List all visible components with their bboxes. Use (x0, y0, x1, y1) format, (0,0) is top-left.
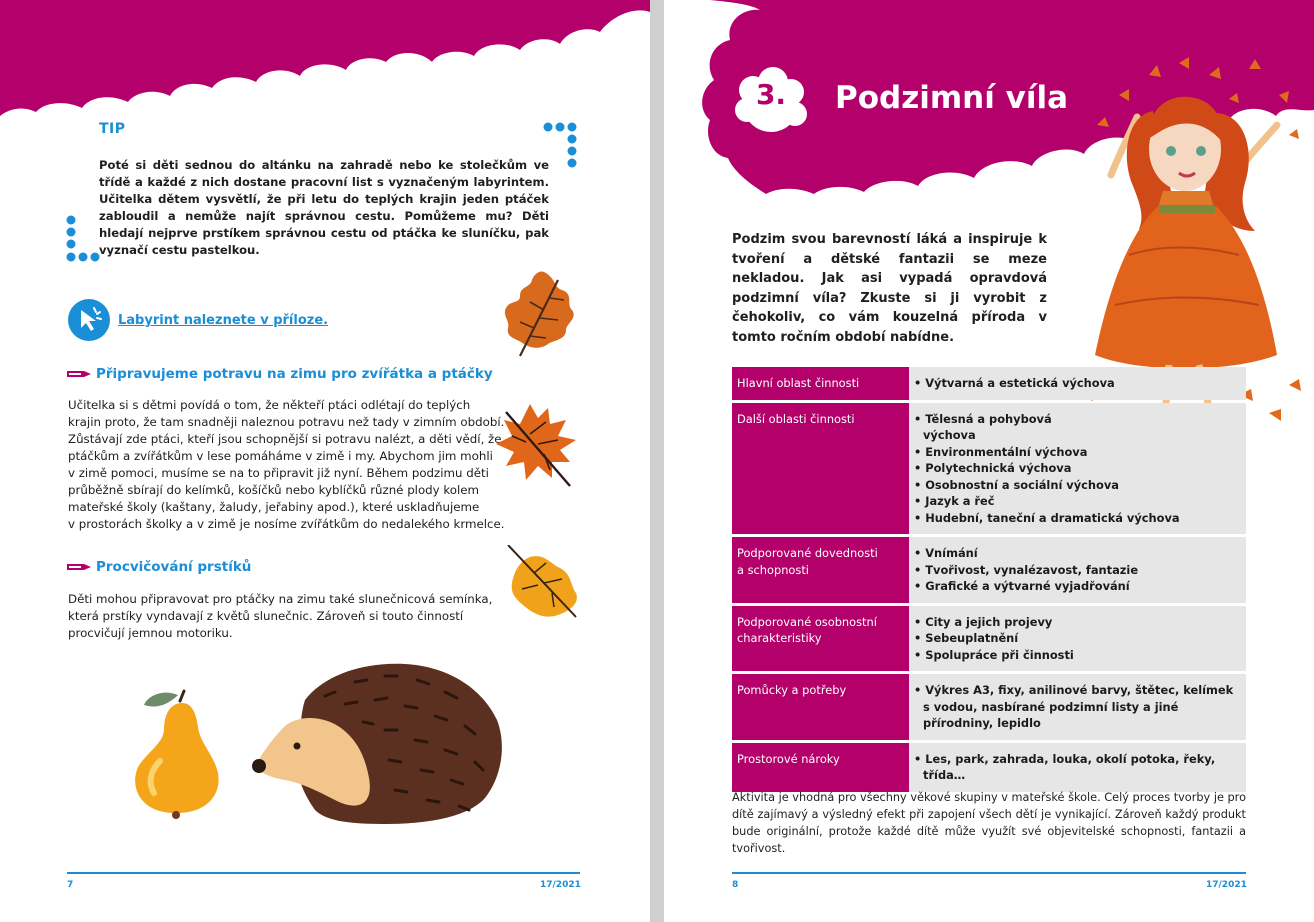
table-row (732, 674, 1246, 740)
hedgehog-illustration (245, 660, 510, 830)
row-values (909, 537, 1246, 603)
download-icon[interactable] (67, 298, 111, 342)
section-heading-food (67, 366, 493, 382)
text-line: v zimě pomoci, musíme se na to připravit již nyní. Během podzimu děti (68, 466, 489, 480)
text-line: procvičují jemnou motoriku. (68, 626, 233, 640)
text-line: krajin proto, že tam snadněji naleznou potravu než tady v zimním období. (68, 415, 505, 429)
footer-rule (732, 872, 1246, 874)
list-item: • Výkres A3, fixy, anilinové barvy, štětec, kelímek s vodou, nasbírané podzimní listy a jiné přírodniny, lepidlo (914, 683, 1234, 730)
section-heading-food-text: Připravujeme potravu na zimu pro zvířátka a ptáčky (96, 366, 493, 382)
intro-paragraph: Podzim svou barevností láká a inspiruje k tvoření a dětské fantazii se meze nekladou. Jak asi vypadá opravdová podzimní víla? Zkuste si ji vyrobit z čehokoliv, co vám kouzelná příroda v tomto ročním období nabídne. (732, 232, 1047, 345)
activity-table (732, 364, 1246, 795)
pear-illustration (130, 685, 225, 820)
text-line: Děti mohou připravovat pro ptáčky na zimu také slunečnicová semínka, (68, 592, 493, 606)
table-row (732, 403, 1246, 535)
right-page (664, 0, 1314, 922)
list-item: • Spolupráce při činnosti (914, 647, 1074, 662)
table-row (732, 743, 1246, 792)
list-item: • Sebeuplatnění (914, 631, 1019, 645)
outro-paragraph: Aktivita je vhodná pro všechny věkové skupiny v mateřské škole. Celý proces tvorby je pro dítě zajímavý a výsledný efekt při zapojení všech dětí je vynikající. Zároveň každý produkt bude originální, protože každé dítě může využít své objevitelské schopnosti, fantazii a tvořivost. (732, 791, 1246, 855)
text-line: mateřské školy (kaštany, žaludy, jeřabiny apod.), které uskladňujeme (68, 500, 480, 514)
text-line: Zůstávají zde ptáci, kteří jsou schopnější si potravu nalézt, a děti vědí, že (68, 432, 502, 446)
chapter-number: 3. (755, 78, 787, 111)
section-heading-fingers-text: Procvičování prstíků (96, 559, 252, 575)
list-item: • Environmentální výchova (914, 444, 1088, 459)
table-row (732, 606, 1246, 672)
row-label: Další oblasti činnosti (732, 403, 909, 535)
section-body-food (68, 397, 504, 533)
list-item: • Hudební, taneční a dramatická výchova (914, 510, 1180, 525)
yellow-leaf-illustration (500, 545, 585, 625)
row-values (909, 674, 1246, 740)
issue-number: 17/2021 (540, 880, 581, 890)
list-item: • Osobnostní a sociální výchova (914, 477, 1119, 492)
row-values (909, 606, 1246, 672)
list-item: • Grafické a výtvarné vyjadřování (914, 579, 1130, 593)
page-number: 7 (67, 880, 74, 890)
text-line: Učitelka si s dětmi povídá o tom, že někteří ptáci odlétají do teplých (68, 398, 471, 412)
section-body-fingers (68, 591, 492, 642)
tip-text: Poté si děti sednou do altánku na zahradě nebo ke stolečkům ve třídě a každé z nich dostane pracovní list s vyznačeným labyrintem. Učitelka dětem vysvětlí, že při letu do teplých krajin jeden ptáček zabloudil a nemůže najít správnou cestu. Pomůžeme mu? Děti hledají nejprve prstíkem správnou cestu od ptáčka ke sluníčku, pak vyznačí cestu pastelkou. (99, 158, 549, 257)
list-item: • Tělesná a pohybová výchova (914, 411, 1052, 442)
table-row (732, 367, 1246, 400)
list-item: • City a jejich projevy (914, 614, 1053, 629)
attachment-link[interactable]: Labyrint naleznete v příloze. (118, 313, 329, 328)
row-values (909, 743, 1246, 792)
text-line: ptáčkům a zvířátkům v lese pomáháme v zimě i my. Abychom jim mohli (68, 449, 493, 463)
list-item: • Vnímání (914, 546, 978, 560)
decorative-dots-bottom (64, 214, 104, 266)
text-line: v prostorách školky a v zimě je nosíme zvířátkům do nedalekého krmelce. (68, 517, 505, 531)
row-label: Podporované osobnostní charakteristiky (732, 606, 909, 672)
issue-number: 17/2021 (1206, 880, 1247, 890)
row-values (909, 367, 1246, 400)
section-heading-fingers (67, 559, 251, 575)
row-label: Podporované dovednosti a schopnosti (732, 537, 909, 603)
header-cloud-left (0, 0, 650, 120)
text-line: která prstíky vyndavají z květů slunečnic. Zároveň si touto činností (68, 609, 464, 623)
tip-title: TIP (99, 121, 126, 137)
row-label: Prostorové nároky (732, 743, 909, 792)
pencil-icon (67, 370, 91, 378)
list-item: • Les, park, zahrada, louka, okolí potoka, řeky, třída… (914, 751, 1216, 782)
table-row (732, 537, 1246, 603)
text-line: průběžně sbírají do kelímků, košíčků nebo kyblíčků různé plody kolem (68, 483, 480, 497)
list-item: • Jazyk a řeč (914, 494, 995, 508)
oak-leaf-illustration (500, 268, 580, 363)
row-values (909, 403, 1246, 535)
row-label: Pomůcky a potřeby (732, 674, 909, 740)
maple-leaf-illustration (490, 400, 580, 495)
list-item: • Tvořivost, vynalézavost, fantazie (914, 562, 1139, 577)
list-item: • Výtvarná a estetická výchova (914, 376, 1115, 390)
list-item: • Polytechnická výchova (914, 461, 1072, 475)
pencil-icon (67, 563, 91, 571)
chapter-title: Podzimní víla (835, 80, 1069, 116)
footer-rule (67, 872, 580, 874)
page-gutter (650, 0, 664, 922)
row-label: Hlavní oblast činnosti (732, 367, 909, 400)
page-number: 8 (732, 880, 739, 890)
left-page (0, 0, 650, 922)
